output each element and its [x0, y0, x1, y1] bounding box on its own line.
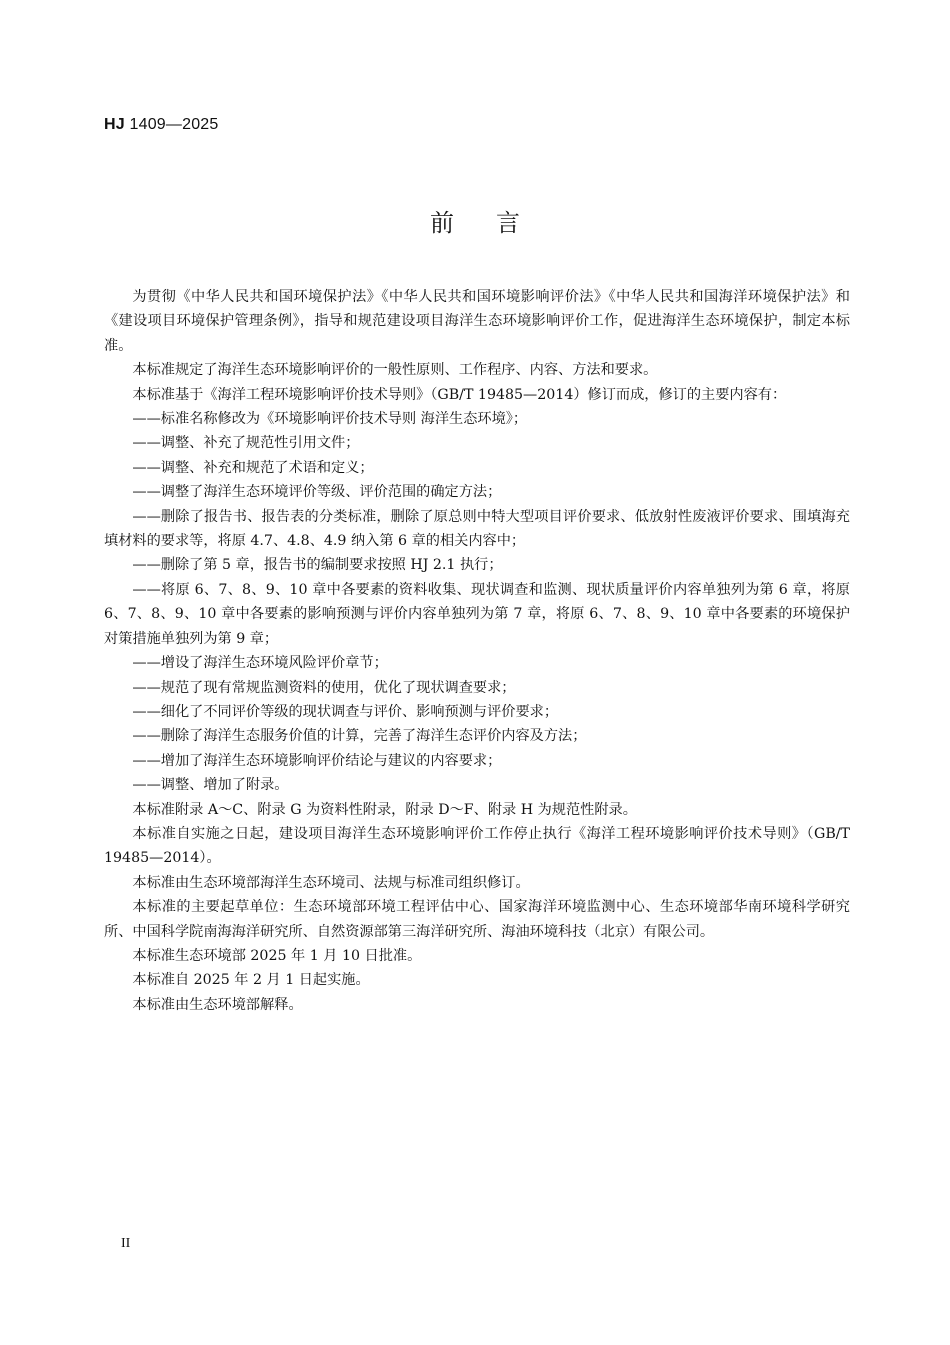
- paragraph: 本标准自实施之日起，建设项目海洋生态环境影响评价工作停止执行《海洋工程环境影响评价技术导则》（GB/T 19485—2014）。: [104, 825, 850, 867]
- paragraph: 本标准由生态环境部解释。: [132, 996, 303, 1013]
- list-item: ——增加了海洋生态环境影响评价结论与建议的内容要求；: [132, 752, 502, 769]
- paragraph: 本标准基于《海洋工程环境影响评价技术导则》（GB/T 19485—2014）修订而成，修订的主要内容有：: [132, 386, 787, 403]
- paragraph: 本标准自 2025 年 2 月 1 日起实施。: [132, 972, 370, 989]
- list-item: ——标准名称修改为《环境影响评价技术导则 海洋生态环境》；: [132, 411, 528, 428]
- list-item: ——调整了海洋生态环境评价等级、评价范围的确定方法；: [132, 484, 502, 501]
- page-title: 前言: [430, 209, 562, 237]
- paragraph: 为贯彻《中华人民共和国环境保护法》《中华人民共和国环境影响评价法》《中华人民共和国海洋环境保护法》和《建设项目环境保护管理条例》，指导和规范建设项目海洋生态环境影响评价工作，促进海洋生态环境保护，制定本标准。: [104, 289, 850, 354]
- foreword-body: [104, 285, 850, 1017]
- paragraph: 本标准附录 A～C、附录 G 为资料性附录，附录 D～F、附录 H 为规范性附录。: [132, 801, 637, 818]
- standard-code-prefix: HJ: [104, 116, 125, 133]
- page-number: II: [121, 1236, 131, 1251]
- list-item: ——删除了报告书、报告表的分类标准，删除了原总则中特大型项目评价要求、低放射性废液评价要求、围填海充填材料的要求等，将原 4.7、4.8、4.9 纳入第 6 章的相关内容中；: [104, 508, 850, 550]
- paragraph: 本标准生态环境部 2025 年 1 月 10 日批准。: [132, 947, 422, 964]
- list-item: ——删除了海洋生态服务价值的计算，完善了海洋生态评价内容及方法；: [132, 728, 587, 745]
- list-item: ——细化了不同评价等级的现状调查与评价、影响预测与评价要求；: [132, 703, 559, 720]
- paragraph: 本标准规定了海洋生态环境影响评价的一般性原则、工作程序、内容、方法和要求。: [132, 362, 658, 379]
- paragraph: 本标准的主要起草单位：生态环境部环境工程评估中心、国家海洋环境监测中心、生态环境部华南环境科学研究所、中国科学院南海海洋研究所、自然资源部第三海洋研究所、海油环境科技（北京）有限公司。: [104, 899, 850, 940]
- list-item: ——将原 6、7、8、9、10 章中各要素的资料收集、现状调查和监测、现状质量评价内容单独列为第 6 章，将原 6、7、8、9、10 章中各要素的影响预测与评价内容单独列为第 7 章，将原 6、7、8、9、10 章中各要素的环境保护对策措施单独列为第 9 章；: [104, 581, 850, 647]
- list-item: ——调整、增加了附录。: [132, 777, 289, 794]
- list-item: ——调整、补充了规范性引用文件；: [132, 435, 360, 452]
- standard-code: [104, 116, 219, 134]
- list-item: ——规范了现有常规监测资料的使用，优化了现状调查要求；: [132, 679, 516, 696]
- list-item: ——调整、补充和规范了术语和定义；: [132, 459, 374, 476]
- list-item: ——删除了第 5 章，报告书的编制要求按照 HJ 2.1 执行；: [132, 557, 503, 574]
- standard-code-number: 1409—2025: [124, 116, 219, 133]
- paragraph: 本标准由生态环境部海洋生态环境司、法规与标准司组织修订。: [132, 874, 530, 891]
- list-item: ——增设了海洋生态环境风险评价章节；: [132, 655, 388, 672]
